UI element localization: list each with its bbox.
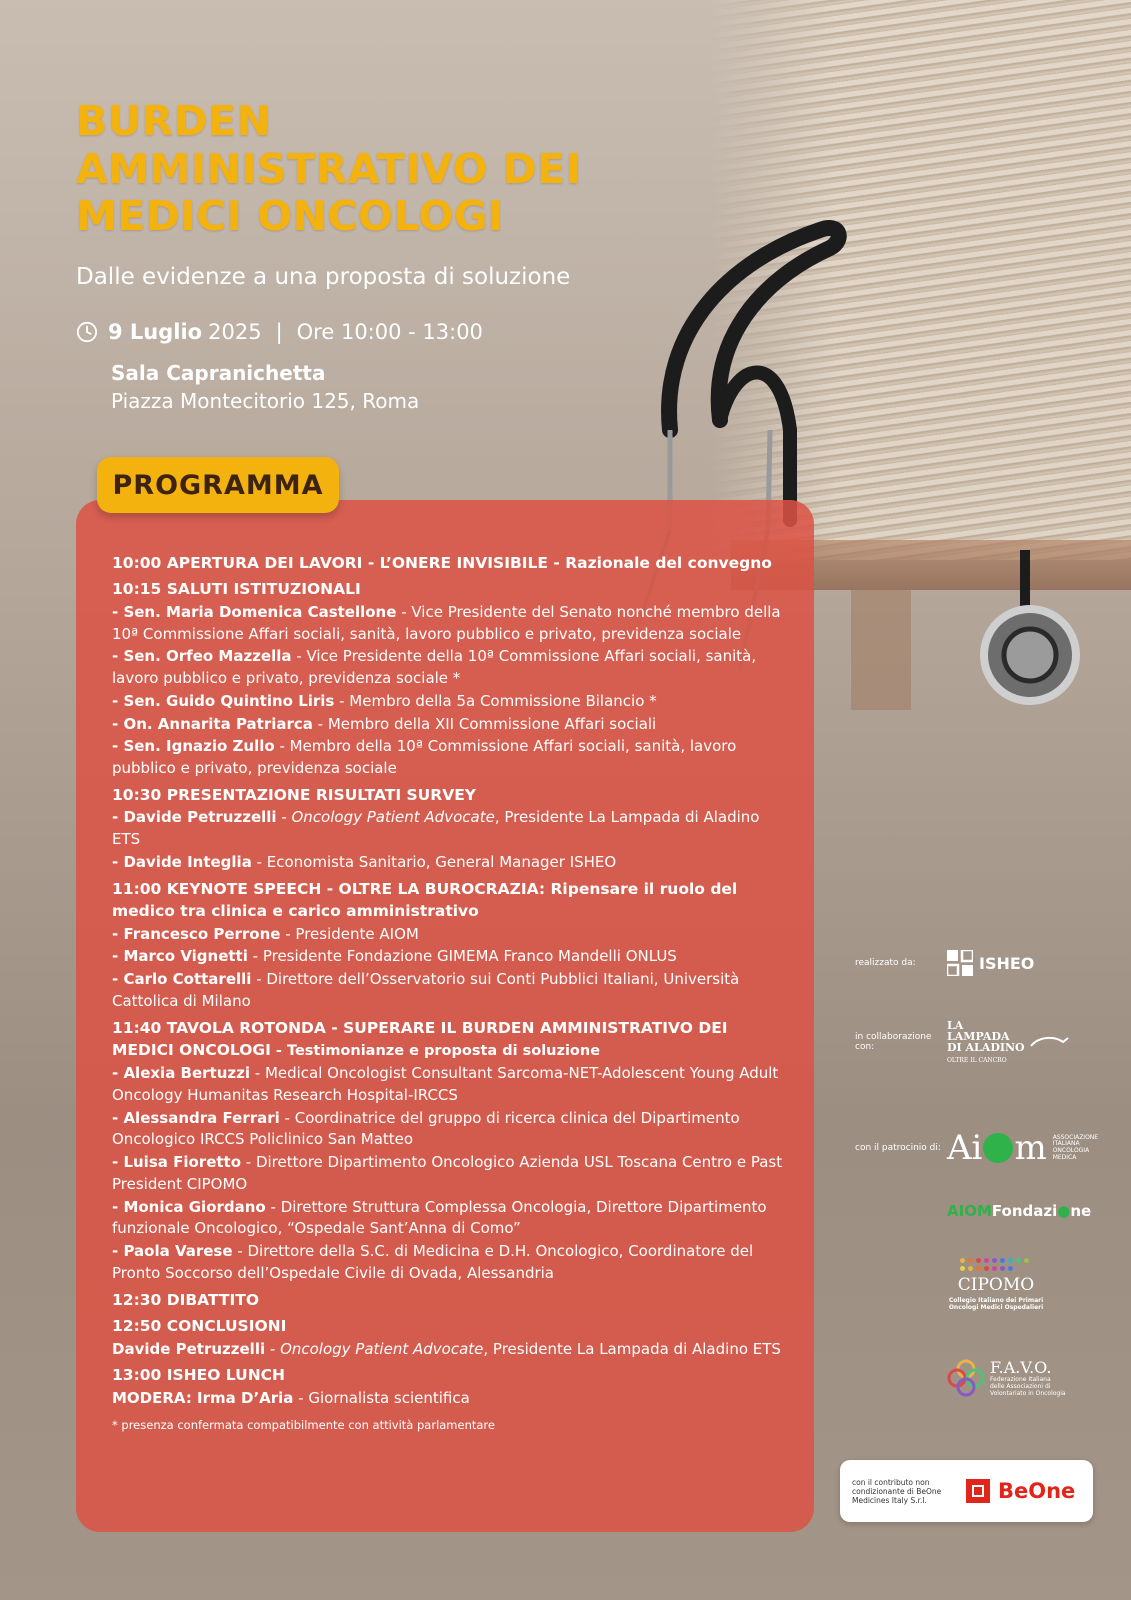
speaker-role: , Presidente La Lampada di Aladino ETS [112, 808, 760, 849]
speaker-name: - Carlo Cottarelli [112, 970, 252, 989]
speaker-name: - Luisa Fioretto [112, 1153, 242, 1172]
program-keynote: 11:00 KEYNOTE SPEECH - OLTRE LA BUROCRAZIA: Ripensare il ruolo del medico tra clinica e carico amministrativo [112, 879, 738, 921]
event-title: BURDEN AMMINISTRATIVO DEI MEDICI ONCOLOGI [76, 97, 582, 241]
sponsor-lampada [855, 1020, 1069, 1064]
event-time: Ore 10:00 - 13:00 [296, 320, 483, 344]
speaker-role: , Presidente La Lampada di Aladino ETS [483, 1339, 781, 1358]
speaker-name: - Francesco Perrone [112, 924, 281, 943]
program-tavola [112, 1017, 784, 1062]
program-survey: 10:30 PRESENTAZIONE RISULTATI SURVEY [112, 785, 477, 804]
speaker-name: - Sen. Ignazio Zullo [112, 737, 275, 756]
isheo-logo [947, 950, 1034, 976]
speaker-name: - Monica Giordano [112, 1197, 266, 1216]
isheo-mark-icon [947, 950, 973, 976]
favo-logo [946, 1358, 1066, 1398]
beone-name: BeOne [998, 1479, 1076, 1503]
speaker-name: - Paola Varese [112, 1242, 233, 1261]
program-panel [76, 500, 814, 1532]
speaker-role: - Vice Presidente del Senato nonché membro della 10ª Commissione Affari sociali, sanità, lavoro pubblico e privato, previdenza sociale [112, 602, 781, 643]
program-apertura: 10:00 APERTURA DEI LAVORI - L’ONERE INVISIBILE - Razionale del convegno [112, 554, 772, 572]
speaker-role: - Membro della 10ª Commissione Affari sociali, sanità, lavoro pubblico e privato, previdenza sociale [112, 737, 737, 778]
aiom-fondazione-logo: AIOMFondazi●ne [947, 1202, 1092, 1220]
beone-label: con il contributo non condizionante di BeOne Medicines Italy S.r.l. [852, 1477, 942, 1505]
favo-flower-icon [946, 1358, 986, 1398]
favo-desc: Federazione Italiana delle Associazioni di Volontariato in Oncologia [990, 1376, 1066, 1397]
cipomo-dots-icon [960, 1258, 1032, 1271]
lamp-icon [1029, 1032, 1069, 1052]
aiom-logo [947, 1128, 1097, 1168]
speaker-castellone [112, 602, 784, 646]
aiom-subtext: ASSOCIAZIONE ITALIANA ONCOLOGIA MEDICA [1052, 1133, 1099, 1161]
speaker-role: - Direttore Struttura Complessa Oncologia, Direttore Dipartimento funzionale Oncologico, “Ospedale Sant’Anna di Como” [112, 1197, 767, 1238]
speaker-vignetti [112, 946, 784, 968]
event-year: 2025 [208, 320, 262, 344]
moderator-role: - Giornalista scientifica [293, 1388, 470, 1407]
speaker-fioretto [112, 1152, 784, 1196]
speaker-zullo [112, 736, 784, 780]
speaker-role: - Direttore della S.C. di Medicina e D.H. Oncologico, Coordinatore del Pronto Soccorso dell’Ospedale Civile di Ovada, Alessandria [112, 1242, 754, 1282]
program-conclusioni: 12:50 CONCLUSIONI [112, 1317, 287, 1336]
fondazione-text: AIOM [947, 1202, 992, 1220]
programma-badge: PROGRAMMA [97, 457, 339, 513]
speaker-cottarelli [112, 969, 784, 1013]
speaker-role: - Vice Presidente della 10ª Commissione Affari sociali, sanità, lavoro pubblico e privato, previdenza sociale * [112, 647, 757, 688]
speaker-role: - Coordinatrice del gruppo di ricerca clinica del Dipartimento Oncologico IRCCS Policlinico San Matteo [112, 1108, 740, 1149]
beone-mark-icon [966, 1479, 990, 1503]
program-lunch: 13:00 ISHEO LUNCH [112, 1366, 286, 1385]
aiom-text: Ai [947, 1128, 983, 1168]
program-dibattito: 12:30 DIBATTITO [112, 1290, 259, 1309]
sponsor-isheo [855, 950, 1034, 976]
speaker-mazzella [112, 646, 784, 690]
lampada-text: LA [947, 1019, 964, 1032]
program-list [112, 548, 784, 1434]
speaker-role: - Medical Oncologist Consultant Sarcoma-NET-Adolescent Young Adult Oncology Humanitas Research Hospital-IRCCS [112, 1064, 779, 1104]
tavola-subtitle: - Testimonianze e proposta di soluzione [270, 1043, 601, 1060]
lampada-text: DI ALADINO [947, 1041, 1025, 1054]
event-date: 9 Luglio [108, 320, 203, 344]
fondazione-text: ne [1070, 1202, 1092, 1220]
event-subtitle: Dalle evidenze a una proposta di soluzione [76, 264, 571, 290]
speaker-integlia [112, 852, 784, 874]
venue [111, 360, 419, 415]
speaker-separator: - [265, 1339, 281, 1358]
speaker-conclusioni [112, 1339, 784, 1361]
speaker-name: - Davide Petruzzelli [112, 808, 277, 827]
cipomo-name: CIPOMO [957, 1275, 1035, 1295]
speaker-liris [112, 691, 784, 713]
speaker-name: - Davide Integlia [112, 852, 252, 871]
aiom-circle-icon [983, 1133, 1013, 1163]
speaker-name: - Sen. Orfeo Mazzella [112, 647, 292, 666]
program-saluti: 10:15 SALUTI ISTITUZIONALI [112, 580, 361, 599]
lampada-logo [947, 1020, 1025, 1064]
sponsor-label: realizzato da: [855, 958, 916, 968]
speaker-name: - On. Annarita Patriarca [112, 714, 313, 733]
speaker-varese [112, 1241, 784, 1285]
speaker-separator: - [276, 808, 292, 827]
date-separator: | [275, 320, 283, 344]
speaker-role: - Membro della 5a Commissione Bilancio * [334, 691, 657, 710]
sponsor-label: in collaborazione con: [855, 1032, 932, 1052]
speaker-patriarca [112, 714, 784, 736]
cipomo-logo [946, 1258, 1046, 1311]
moderator-name: MODERA: Irma D’Aria [112, 1388, 294, 1407]
isheo-name: ISHEO [979, 953, 1035, 973]
date-time-row [76, 320, 483, 344]
tavola-title: 11:40 TAVOLA ROTONDA - SUPERARE IL BURDEN AMMINISTRATIVO DEI MEDICI ONCOLOGI [112, 1018, 728, 1060]
sponsor-label: con il patrocinio di: [855, 1143, 941, 1153]
sponsor-aiom [855, 1128, 1097, 1168]
fondazione-text: Fondazi [991, 1202, 1058, 1220]
beone-logo [966, 1479, 1075, 1503]
aiom-text: m [1014, 1128, 1047, 1168]
lampada-text: LAMPADA [947, 1030, 1010, 1043]
favo-name: F.A.V.O. [990, 1358, 1052, 1378]
speaker-name: - Sen. Maria Domenica Castellone [112, 602, 397, 621]
cipomo-desc: Collegio Italiano dei Primari Oncologi Medici Ospedalieri [948, 1297, 1044, 1311]
speaker-name: - Marco Vignetti [112, 947, 248, 966]
moderator [112, 1388, 784, 1410]
speaker-role: - Economista Sanitario, General Manager ISHEO [251, 852, 617, 871]
footnote: * presenza confermata compatibilmente con attività parlamentare [112, 1418, 495, 1433]
speaker-ferrari [112, 1108, 784, 1152]
lampada-tagline: OLTRE IL CANCRO [947, 1057, 1007, 1064]
clock-icon [76, 321, 98, 343]
speaker-name: - Alexia Bertuzzi [112, 1064, 250, 1083]
speaker-role: - Direttore Dipartimento Oncologico Azienda USL Toscana Centro e Past President CIPOMO [112, 1153, 783, 1193]
speaker-role: - Direttore dell’Osservatorio sui Conti Pubblici Italiani, Università Cattolica di Milano [112, 970, 740, 1010]
speaker-name: Davide Petruzzelli [112, 1339, 266, 1358]
speaker-role-italic: Oncology Patient Advocate [280, 1339, 484, 1358]
speaker-bertuzzi [112, 1063, 784, 1107]
speaker-role: - Presidente AIOM [280, 924, 419, 943]
speaker-name: - Sen. Guido Quintino Liris [112, 691, 335, 710]
speaker-role-italic: Oncology Patient Advocate [291, 808, 495, 827]
speaker-role: - Membro della XII Commissione Affari sociali [312, 714, 657, 733]
speaker-petruzzelli [112, 807, 784, 851]
venue-address: Piazza Montecitorio 125, Roma [111, 388, 420, 413]
venue-name: Sala Capranichetta [111, 361, 326, 385]
speaker-role: - Presidente Fondazione GIMEMA Franco Mandelli ONLUS [247, 947, 677, 966]
speaker-name: - Alessandra Ferrari [112, 1108, 280, 1127]
speaker-perrone [112, 924, 784, 946]
speaker-giordano [112, 1197, 784, 1241]
beone-sponsor-card [840, 1460, 1093, 1522]
